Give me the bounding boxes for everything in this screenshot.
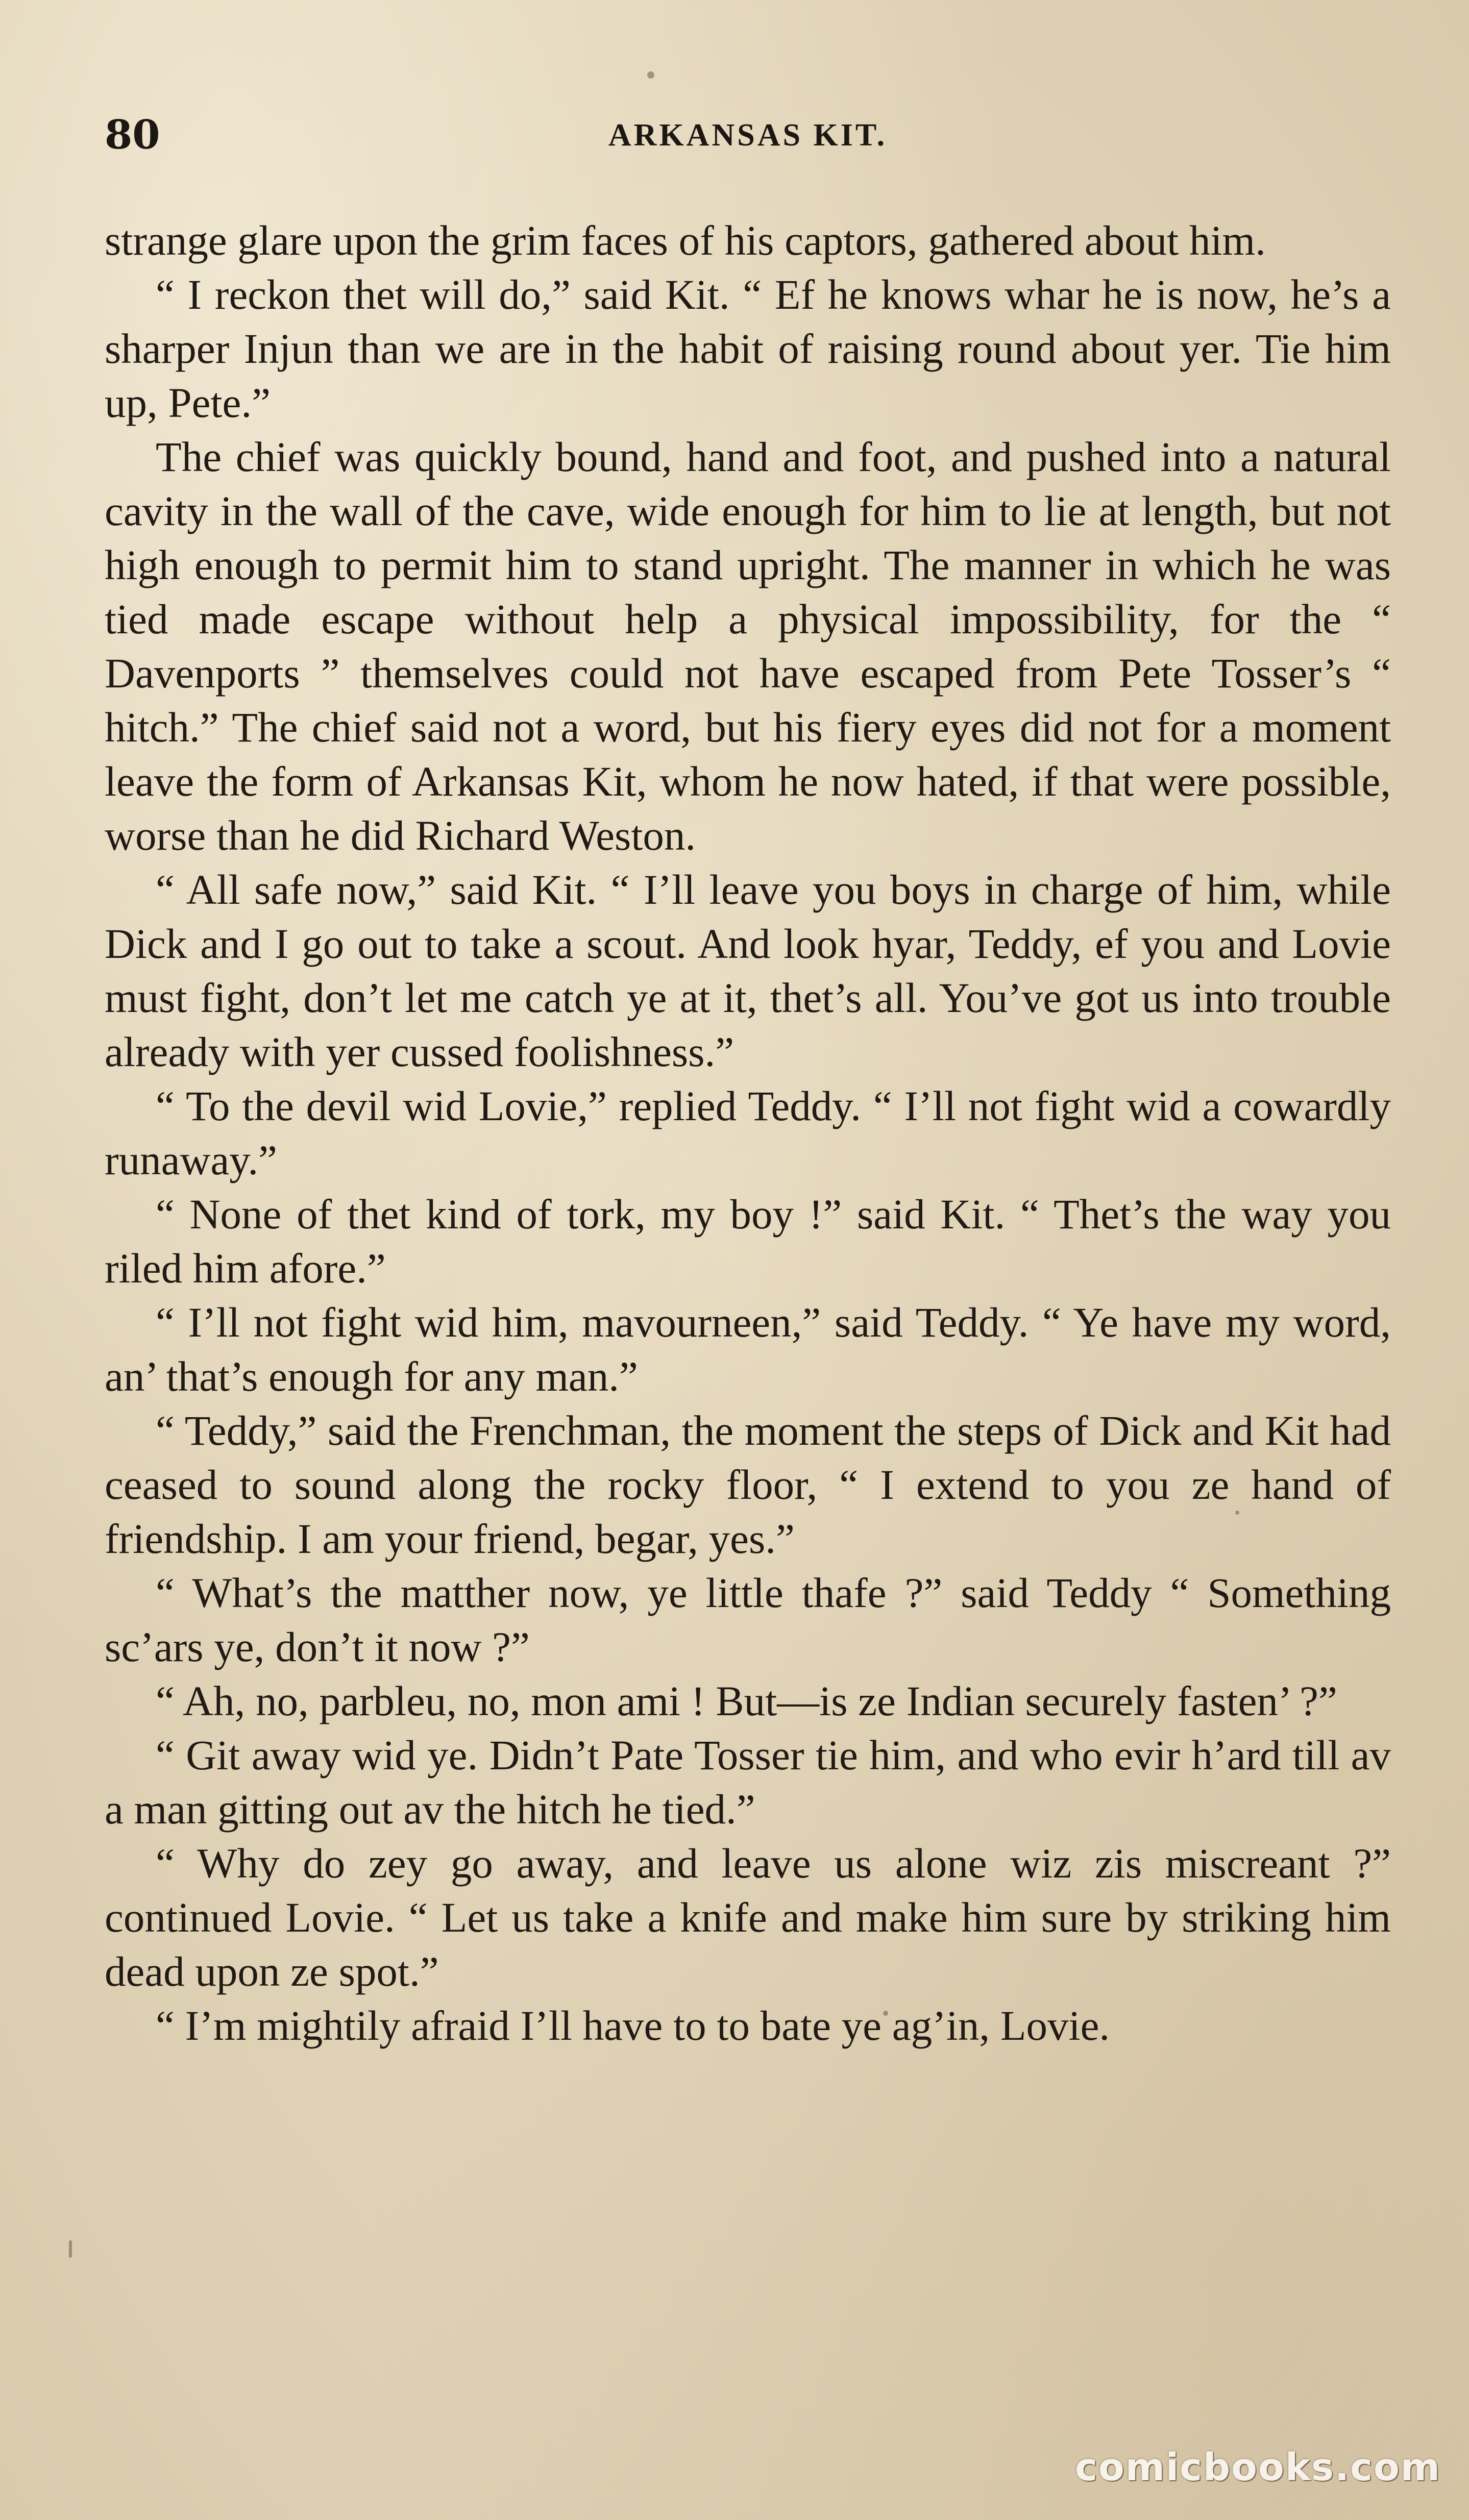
paragraph: “ Teddy,” said the Frenchman, the moment the steps of Dick and Kit had ceased to sound along the rocky floor, “ I extend to you ze hand of friendship. I am your friend, begar, yes.”: [105, 1407, 1391, 1562]
page-number: 80: [105, 112, 160, 158]
paragraph: “ I’ll not fight wid him, mavourneen,” said Teddy. “ Ye have my word, an’ that’s enough for any man.”: [105, 1299, 1391, 1400]
running-title: ARKANSAS KIT.: [608, 118, 888, 153]
paragraph: “ Why do zey go away, and leave us alone wiz zis miscreant ?” continued Lovie. “ Let us take a knife and make him sure by striking him dead upon ze spot.”: [105, 1840, 1391, 1995]
watermark: comicbooks.com: [1075, 2445, 1441, 2489]
paragraph: “ Git away wid ye. Didn’t Pate Tosser tie him, and who evir h’ard till av a man gitting out av the hitch he tied.”: [105, 1732, 1391, 1833]
paragraph: The chief was quickly bound, hand and foot, and pushed into a natural cavity in the wall of the cave, wide enough for him to lie at length, but not high enough to permit him to stand upright. The manner in which he was tied made escape without help a physical impossibility, for the “ Davenports ” themselves could not have escaped from Pete Tosser’s “ hitch.” The chief said not a word, but his fiery eyes did not for a moment leave the form of Arkansas Kit, whom he now hated, if that were possible, worse than he did Richard Weston.: [105, 433, 1391, 859]
paragraph: strange glare upon the grim faces of his captors, gathered about him.: [105, 217, 1266, 264]
paragraph: “ All safe now,” said Kit. “ I’ll leave you boys in charge of him, while Dick and I go out to take a scout. And look hyar, Teddy, ef you and Lovie must fight, don’t let me catch ye at it, thet’s all. You’ve got us into trouble already with yer cussed foolishness.”: [105, 866, 1391, 1075]
body-text: [105, 213, 1391, 2053]
paragraph: “ Ah, no, parbleu, no, mon ami ! But—is ze Indian securely fasten’ ?”: [156, 1677, 1337, 1724]
paragraph: “ To the devil wid Lovie,” replied Teddy. “ I’ll not fight wid a cowardly runaway.”: [105, 1082, 1391, 1183]
paragraph: “ None of thet kind of tork, my boy !” said Kit. “ Thet’s the way you riled him afore.”: [105, 1191, 1391, 1292]
paragraph: “ I reckon thet will do,” said Kit. “ Ef he knows whar he is now, he’s a sharper Injun than we are in the habit of raising round about yer. Tie him up, Pete.”: [105, 271, 1391, 426]
paragraph: “ I’m mightily afraid I’ll have to to bate ye ag’in, Lovie.: [156, 2002, 1110, 2049]
ink-speck: [69, 2240, 72, 2258]
paragraph: “ What’s the matther now, ye little thafe ?” said Teddy “ Something sc’ars ye, don’t it now ?”: [105, 1569, 1391, 1670]
ink-speck: [647, 71, 654, 79]
page-header: [105, 105, 1391, 166]
